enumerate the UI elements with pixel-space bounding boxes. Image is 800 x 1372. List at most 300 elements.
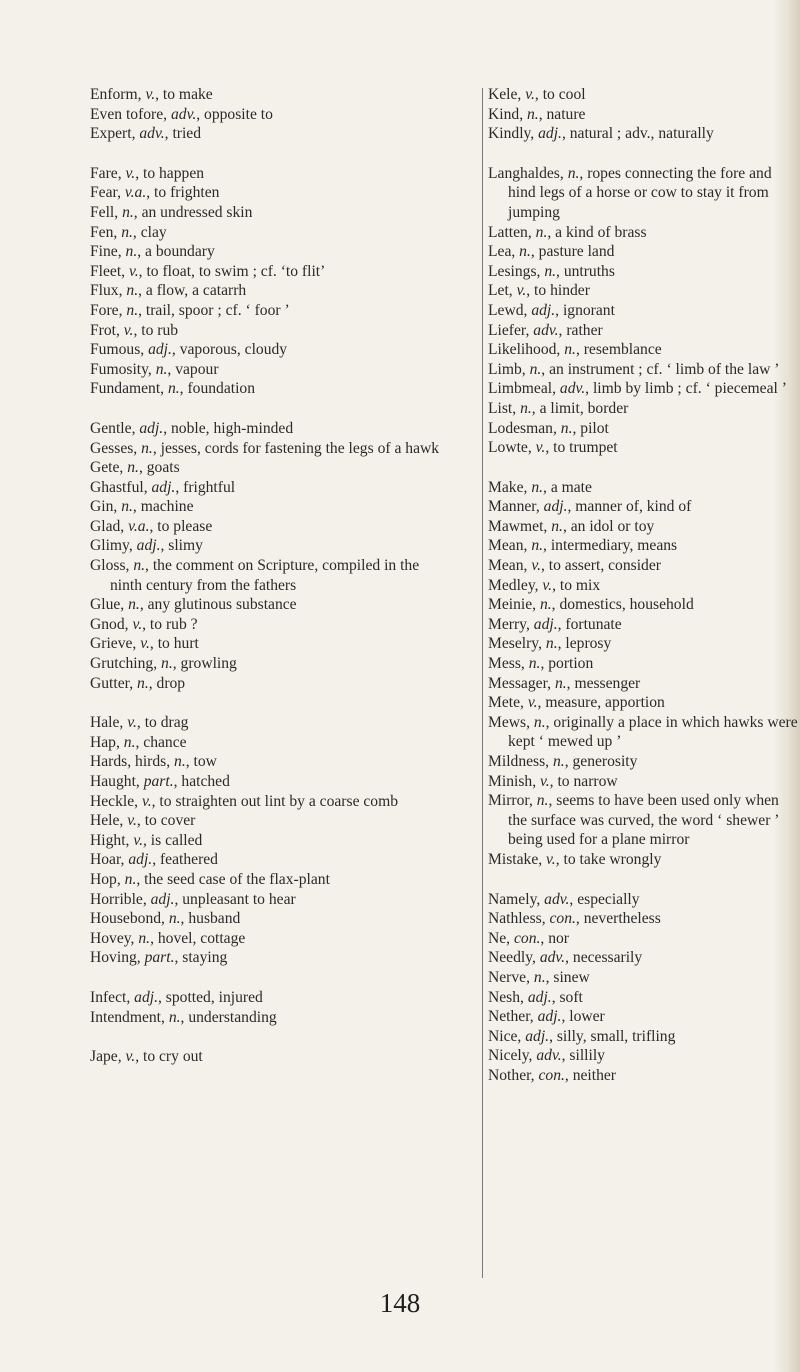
entry-part-of-speech: n. <box>167 380 180 398</box>
entry-term: Grieve, <box>90 635 141 653</box>
entry-definition: , a kind of brass <box>547 223 647 241</box>
entry-term: Mistake, <box>488 850 547 868</box>
entry-term: Fumous, <box>90 341 149 359</box>
entry-term: Flux, <box>90 282 127 300</box>
entry-definition: , generosity <box>564 753 638 770</box>
entry-definition: , domestics, household <box>551 596 694 614</box>
entry-term: Jape, <box>90 1048 126 1066</box>
entry-term: Likelihood, <box>488 341 565 359</box>
glossary-entry <box>488 772 800 792</box>
glossary-entry <box>488 340 800 360</box>
entry-definition: , to hurt <box>149 635 199 653</box>
entry-definition: , messenger <box>566 674 641 692</box>
entry-term: Fumosity, <box>90 360 156 378</box>
glossary-entry <box>90 870 446 890</box>
entry-definition: , resemblance <box>575 341 662 359</box>
glossary-entry <box>90 1008 446 1028</box>
entry-part-of-speech: n. <box>161 655 173 673</box>
entry-term: Gnod, <box>90 615 133 633</box>
entry-term: Mirror, <box>488 792 537 810</box>
glossary-entry <box>90 105 446 125</box>
entry-definition: , frightful <box>175 478 236 496</box>
entry-term: Lewd, <box>488 301 532 319</box>
entry-part-of-speech: n. <box>536 792 549 810</box>
entry-part-of-speech: con. <box>538 1066 565 1084</box>
entry-term: Langhaldes, <box>488 164 568 182</box>
entry-term: Lodesman, <box>488 419 561 437</box>
entry-definition: , to happen <box>135 164 205 182</box>
glossary-entry <box>90 360 446 380</box>
page-number: 148 <box>379 1288 421 1318</box>
entry-term: Meselry, <box>488 635 546 653</box>
entry-definition: , a limit, border <box>531 399 629 417</box>
entry-part-of-speech: n. <box>551 517 563 535</box>
entry-part-of-speech: v. <box>125 164 136 182</box>
entry-definition: , originally a place in which hawks were kept ‘ mewed up ’ <box>508 713 798 751</box>
entry-term: Latten, <box>488 223 536 241</box>
entry-part-of-speech: v. <box>132 615 143 633</box>
glossary-entry <box>488 909 800 929</box>
glossary-entry <box>488 438 800 458</box>
glossary-entry <box>90 909 446 929</box>
entry-part-of-speech: n. <box>124 870 137 888</box>
entry-definition: , a mate <box>543 478 592 496</box>
glossary-letter-group <box>488 890 800 1086</box>
glossary-entry <box>488 595 800 615</box>
entry-term: Frot, <box>90 321 124 339</box>
entry-part-of-speech: adj. <box>527 988 552 1006</box>
glossary-entry <box>488 536 800 556</box>
entry-definition: , husband <box>180 910 241 928</box>
entry-definition: , tried <box>164 125 202 143</box>
entry-term: Make, <box>488 478 532 496</box>
entry-part-of-speech: n. <box>567 164 580 182</box>
entry-term: Housebond, <box>90 910 169 928</box>
entry-term: Gloss, <box>90 557 134 575</box>
entry-part-of-speech: n. <box>168 910 181 928</box>
entry-term: Gentle, <box>90 419 140 437</box>
entry-part-of-speech: v. <box>123 321 134 339</box>
entry-part-of-speech: n. <box>121 498 133 516</box>
entry-part-of-speech: n. <box>138 929 151 947</box>
entry-definition: , sinew <box>545 968 590 986</box>
entry-part-of-speech: adv. <box>559 380 586 398</box>
glossary-entry <box>90 674 446 694</box>
entry-term: Fear, <box>90 184 125 202</box>
glossary-entry <box>90 713 446 733</box>
entry-term: Lea, <box>488 243 520 261</box>
glossary-entry <box>488 478 800 498</box>
entry-term: Meinie, <box>488 596 540 614</box>
entry-part-of-speech: v. <box>133 831 143 849</box>
glossary-entry <box>90 439 446 459</box>
glossary-entry <box>488 1066 800 1086</box>
glossary-entry <box>488 948 800 968</box>
entry-definition: , foundation <box>179 380 256 398</box>
entry-part-of-speech: n. <box>174 753 186 771</box>
entry-term: Glimy, <box>90 537 137 555</box>
glossary-entry <box>488 360 800 380</box>
glossary-entry <box>488 752 800 772</box>
entry-part-of-speech: n. <box>141 439 153 457</box>
glossary-entry <box>90 124 446 144</box>
glossary-entry <box>90 458 446 478</box>
entry-definition: , understanding <box>180 1008 277 1026</box>
glossary-entry <box>488 497 800 517</box>
entry-part-of-speech: adv. <box>170 105 197 123</box>
entry-part-of-speech: v. <box>145 86 156 103</box>
entry-definition: , staying <box>174 949 228 967</box>
entry-definition: , ignorant <box>555 301 615 319</box>
entry-part-of-speech: n. <box>531 537 544 555</box>
entry-definition: , to frighten <box>146 184 220 202</box>
glossary-entry <box>90 890 446 910</box>
glossary-entry <box>90 772 446 792</box>
glossary-letter-group <box>90 1047 446 1067</box>
entry-term: Lowte, <box>488 439 536 457</box>
entry-part-of-speech: v. <box>140 635 150 653</box>
glossary-entry <box>488 1027 800 1047</box>
entry-term: Horrible, <box>90 890 151 908</box>
glossary-entry <box>90 595 446 615</box>
entry-part-of-speech: n. <box>533 968 546 986</box>
glossary-entry <box>90 223 446 243</box>
entry-term: Manner, <box>488 498 544 516</box>
entry-term: Fore, <box>90 301 127 319</box>
entry-definition: , to cover <box>136 812 196 830</box>
entry-part-of-speech: adv. <box>139 125 165 143</box>
glossary-entry <box>488 929 800 949</box>
entry-term: Fine, <box>90 243 126 261</box>
entry-definition: , is called <box>143 831 203 849</box>
entry-term: Hight, <box>90 831 134 849</box>
entry-definition: , to please <box>149 517 213 535</box>
glossary-entry <box>488 1007 800 1027</box>
entry-part-of-speech: part. <box>143 773 174 790</box>
entry-definition: , slimy <box>160 537 203 555</box>
entry-term: Heckle, <box>90 792 142 810</box>
entry-definition: , the comment on Scripture, compiled in the ninth century from the fathers <box>110 557 420 594</box>
glossary-entry <box>488 674 800 694</box>
entry-definition: , noble, high-minded <box>163 419 294 437</box>
entry-term: Mean, <box>488 537 532 555</box>
glossary-entry <box>488 399 800 419</box>
entry-definition: , sillily <box>561 1047 605 1065</box>
glossary-entry <box>90 419 446 439</box>
glossary-entry <box>488 890 800 910</box>
entry-term: Nerve, <box>488 968 534 986</box>
glossary-entry <box>90 634 446 654</box>
entry-part-of-speech: v. <box>542 576 553 594</box>
entry-term: Gete, <box>90 459 128 477</box>
entry-term: Mess, <box>488 655 529 673</box>
glossary-entry <box>90 831 446 851</box>
entry-term: Haught, <box>90 773 144 790</box>
entry-definition: , lower <box>561 1008 605 1026</box>
entry-part-of-speech: n. <box>137 674 149 692</box>
entry-part-of-speech: adj. <box>525 1027 550 1045</box>
glossary-entry <box>90 556 446 595</box>
entry-definition: , intermediary, means <box>543 537 678 555</box>
entry-part-of-speech: adj. <box>538 125 562 143</box>
entry-definition: , any glutinous substance <box>139 596 297 614</box>
glossary-entry <box>90 203 446 223</box>
glossary-entry <box>90 281 446 301</box>
entry-part-of-speech: n. <box>121 223 133 241</box>
glossary-entry <box>488 713 800 752</box>
glossary-entry <box>90 517 446 537</box>
entry-term: Lesings, <box>488 262 545 280</box>
entry-definition: , silly, small, trifling <box>549 1027 676 1045</box>
entry-definition: , to mix <box>552 576 601 594</box>
entry-definition: , to drag <box>136 714 189 732</box>
entry-definition: , spotted, injured <box>157 988 263 1006</box>
entry-term: Messager, <box>488 674 555 692</box>
entry-part-of-speech: n. <box>533 713 546 731</box>
glossary-entry <box>90 733 446 753</box>
entry-definition: , natural ; adv., naturally <box>561 125 714 143</box>
entry-term: Nathless, <box>488 910 550 928</box>
glossary-entry <box>488 164 800 223</box>
glossary-entry <box>90 183 446 203</box>
entry-part-of-speech: v.a. <box>124 184 147 202</box>
entry-part-of-speech: adj. <box>134 988 158 1006</box>
glossary-entry <box>90 242 446 262</box>
entry-part-of-speech: v. <box>531 557 541 575</box>
entry-definition: , leprosy <box>557 635 612 653</box>
entry-part-of-speech: n. <box>535 223 548 241</box>
glossary-entry <box>90 850 446 870</box>
glossary-entry <box>488 615 800 635</box>
entry-definition: , to assert, consider <box>540 557 661 575</box>
entry-definition: , manner of, kind of <box>567 498 692 516</box>
glossary-entry <box>488 379 800 399</box>
entry-part-of-speech: adj. <box>150 890 175 908</box>
entry-definition: , ropes connecting the fore and hind legs of a horse or cow to stay it from jumping <box>508 164 772 221</box>
entry-term: Fundament, <box>90 380 168 398</box>
entry-term: Liefer, <box>488 321 534 339</box>
entry-term: Mean, <box>488 557 532 575</box>
entry-definition: , hatched <box>173 773 230 790</box>
glossary-entry <box>488 791 800 850</box>
entry-term: Hoar, <box>90 851 129 869</box>
glossary-entry <box>90 988 446 1008</box>
entry-part-of-speech: con. <box>513 929 541 947</box>
glossary-entry <box>90 478 446 498</box>
entry-term: Even tofore, <box>90 105 171 123</box>
entry-part-of-speech: n. <box>133 557 146 575</box>
entry-definition: , nevertheless <box>575 910 661 928</box>
glossary-entry <box>488 988 800 1008</box>
entry-definition: , fortunate <box>557 615 622 633</box>
entry-part-of-speech: v. <box>527 694 538 712</box>
glossary-letter-group <box>488 85 800 144</box>
entry-term: Nice, <box>488 1027 526 1045</box>
entry-definition: , unpleasant to hear <box>174 890 296 908</box>
glossary-entry <box>90 321 446 341</box>
glossary-entry <box>488 654 800 674</box>
entry-term: Gin, <box>90 498 122 516</box>
entry-definition: , rather <box>558 321 603 339</box>
entry-part-of-speech: n. <box>168 1008 181 1026</box>
entry-part-of-speech: n. <box>123 733 136 751</box>
entry-part-of-speech: adj. <box>531 301 556 319</box>
entry-definition: , jesses, cords for fastening the legs of a hawk <box>152 439 440 457</box>
glossary-entry <box>90 752 446 772</box>
glossary-entry <box>90 615 446 635</box>
entry-term: Let, <box>488 282 517 300</box>
entry-term: Enform, <box>90 86 146 103</box>
entry-part-of-speech: n. <box>529 360 542 378</box>
entry-term: Gesses, <box>90 439 142 457</box>
entry-part-of-speech: n. <box>539 596 552 614</box>
entry-term: Gutter, <box>90 674 138 692</box>
entry-definition: , hovel, cottage <box>150 929 246 947</box>
entry-definition: , pasture land <box>530 243 615 261</box>
entry-term: List, <box>488 399 521 417</box>
glossary-entry <box>90 536 446 556</box>
entry-definition: , to rub ? <box>142 615 198 633</box>
entry-term: Fare, <box>90 164 126 182</box>
entry-part-of-speech: v. <box>125 1048 136 1066</box>
entry-definition: , to hinder <box>526 282 590 300</box>
glossary-entry <box>90 948 446 968</box>
entry-term: Nother, <box>488 1066 539 1084</box>
entry-definition: , limb by limb ; cf. ‘ piecemeal ’ <box>585 380 787 398</box>
entry-definition: , tow <box>185 753 217 771</box>
entry-definition: , the seed case of the flax-plant <box>136 870 330 888</box>
entry-definition: , a flow, a catarrh <box>138 282 247 300</box>
entry-part-of-speech: adj. <box>136 537 161 555</box>
glossary-entry <box>90 929 446 949</box>
entry-definition: , chance <box>135 733 187 751</box>
glossary-entry <box>488 517 800 537</box>
glossary-entry <box>488 262 800 282</box>
entry-part-of-speech: n. <box>126 282 139 300</box>
entry-term: Intendment, <box>90 1008 169 1026</box>
entry-term: Merry, <box>488 615 534 633</box>
entry-part-of-speech: n. <box>554 674 567 692</box>
entry-definition: , to narrow <box>549 772 618 790</box>
glossary-entry <box>488 419 800 439</box>
glossary-letter-group <box>90 85 446 144</box>
glossary-entry <box>488 242 800 262</box>
entry-term: Medley, <box>488 576 543 594</box>
entry-definition: , drop <box>148 674 186 692</box>
entry-definition: , a boundary <box>137 243 215 261</box>
entry-part-of-speech: n. <box>126 301 139 319</box>
entry-part-of-speech: adv. <box>539 949 566 967</box>
entry-term: Kind, <box>488 105 527 123</box>
entry-definition: , growling <box>172 655 237 673</box>
glossary-letter-group <box>488 164 800 458</box>
entry-part-of-speech: n. <box>125 243 138 261</box>
entry-term: Kele, <box>488 86 526 103</box>
entry-term: Mete, <box>488 694 528 712</box>
entry-definition: , to cry out <box>135 1048 203 1066</box>
glossary-entry <box>488 85 800 105</box>
entry-term: Ne, <box>488 929 514 947</box>
glossary-entry <box>488 124 800 144</box>
glossary-entry <box>90 262 446 282</box>
entry-part-of-speech: v. <box>127 714 137 732</box>
entry-definition: , portion <box>540 655 594 673</box>
glossary-entry <box>90 301 446 321</box>
entry-part-of-speech: n. <box>531 478 544 496</box>
entry-part-of-speech: v. <box>141 792 152 810</box>
glossary-entry <box>488 968 800 988</box>
entry-term: Hovey, <box>90 929 139 947</box>
glossary-right-column <box>488 85 800 1086</box>
entry-part-of-speech: adj. <box>543 498 568 516</box>
glossary-entry <box>488 321 800 341</box>
entry-definition: , seems to have been used only when the surface was curved, the word ‘ shewer ’ being used for a plane mirror <box>508 792 779 849</box>
entry-part-of-speech: n. <box>552 753 565 770</box>
entry-part-of-speech: n. <box>155 360 168 378</box>
entry-definition: , an idol or toy <box>562 517 655 535</box>
glossary-letter-group <box>90 164 446 399</box>
entry-term: Expert, <box>90 125 140 143</box>
glossary-entry <box>488 223 800 243</box>
entry-definition: , machine <box>132 498 194 516</box>
entry-definition: , an instrument ; cf. ‘ limb of the law ’ <box>541 360 780 378</box>
glossary-entry <box>488 1046 800 1066</box>
glossary-letter-group <box>90 713 446 968</box>
entry-part-of-speech: adv. <box>536 1047 562 1065</box>
entry-part-of-speech: adj. <box>148 341 172 359</box>
entry-term: Nicely, <box>488 1047 537 1065</box>
entry-term: Hap, <box>90 733 124 751</box>
entry-part-of-speech: v. <box>525 86 535 103</box>
entry-definition: , goats <box>138 459 180 477</box>
entry-definition: , pilot <box>572 419 609 437</box>
entry-part-of-speech: v. <box>128 262 139 280</box>
entry-term: Glad, <box>90 517 129 535</box>
entry-definition: , feathered <box>152 851 218 869</box>
entry-definition: , to cool <box>534 86 586 103</box>
glossary-entry <box>90 654 446 674</box>
entry-part-of-speech: n. <box>544 262 557 280</box>
entry-term: Namely, <box>488 890 545 908</box>
entry-term: Mildness, <box>488 753 553 770</box>
entry-term: Limb, <box>488 360 530 378</box>
entry-term: Grutching, <box>90 655 162 673</box>
entry-term: Fell, <box>90 203 123 221</box>
entry-definition: , measure, apportion <box>537 694 665 712</box>
entry-term: Minish, <box>488 772 540 790</box>
entry-part-of-speech: n. <box>528 655 541 673</box>
entry-part-of-speech: v. <box>127 812 137 830</box>
entry-part-of-speech: v. <box>540 772 550 790</box>
entry-term: Glue, <box>90 596 129 614</box>
entry-part-of-speech: n. <box>560 419 573 437</box>
entry-term: Fen, <box>90 223 122 241</box>
glossary-letter-group <box>488 478 800 870</box>
entry-term: Nesh, <box>488 988 528 1006</box>
entry-definition: , to rub <box>133 321 179 339</box>
entry-term: Hale, <box>90 714 128 732</box>
entry-term: Kindly, <box>488 125 539 143</box>
glossary-entry <box>90 164 446 184</box>
entry-part-of-speech: v. <box>546 850 556 868</box>
entry-definition: , especially <box>569 890 640 908</box>
entry-part-of-speech: n. <box>519 243 531 261</box>
glossary-entry <box>90 340 446 360</box>
entry-part-of-speech: adj. <box>128 851 153 869</box>
entry-definition: , to take wrongly <box>555 850 662 868</box>
entry-term: Mews, <box>488 713 534 731</box>
glossary-entry <box>488 556 800 576</box>
